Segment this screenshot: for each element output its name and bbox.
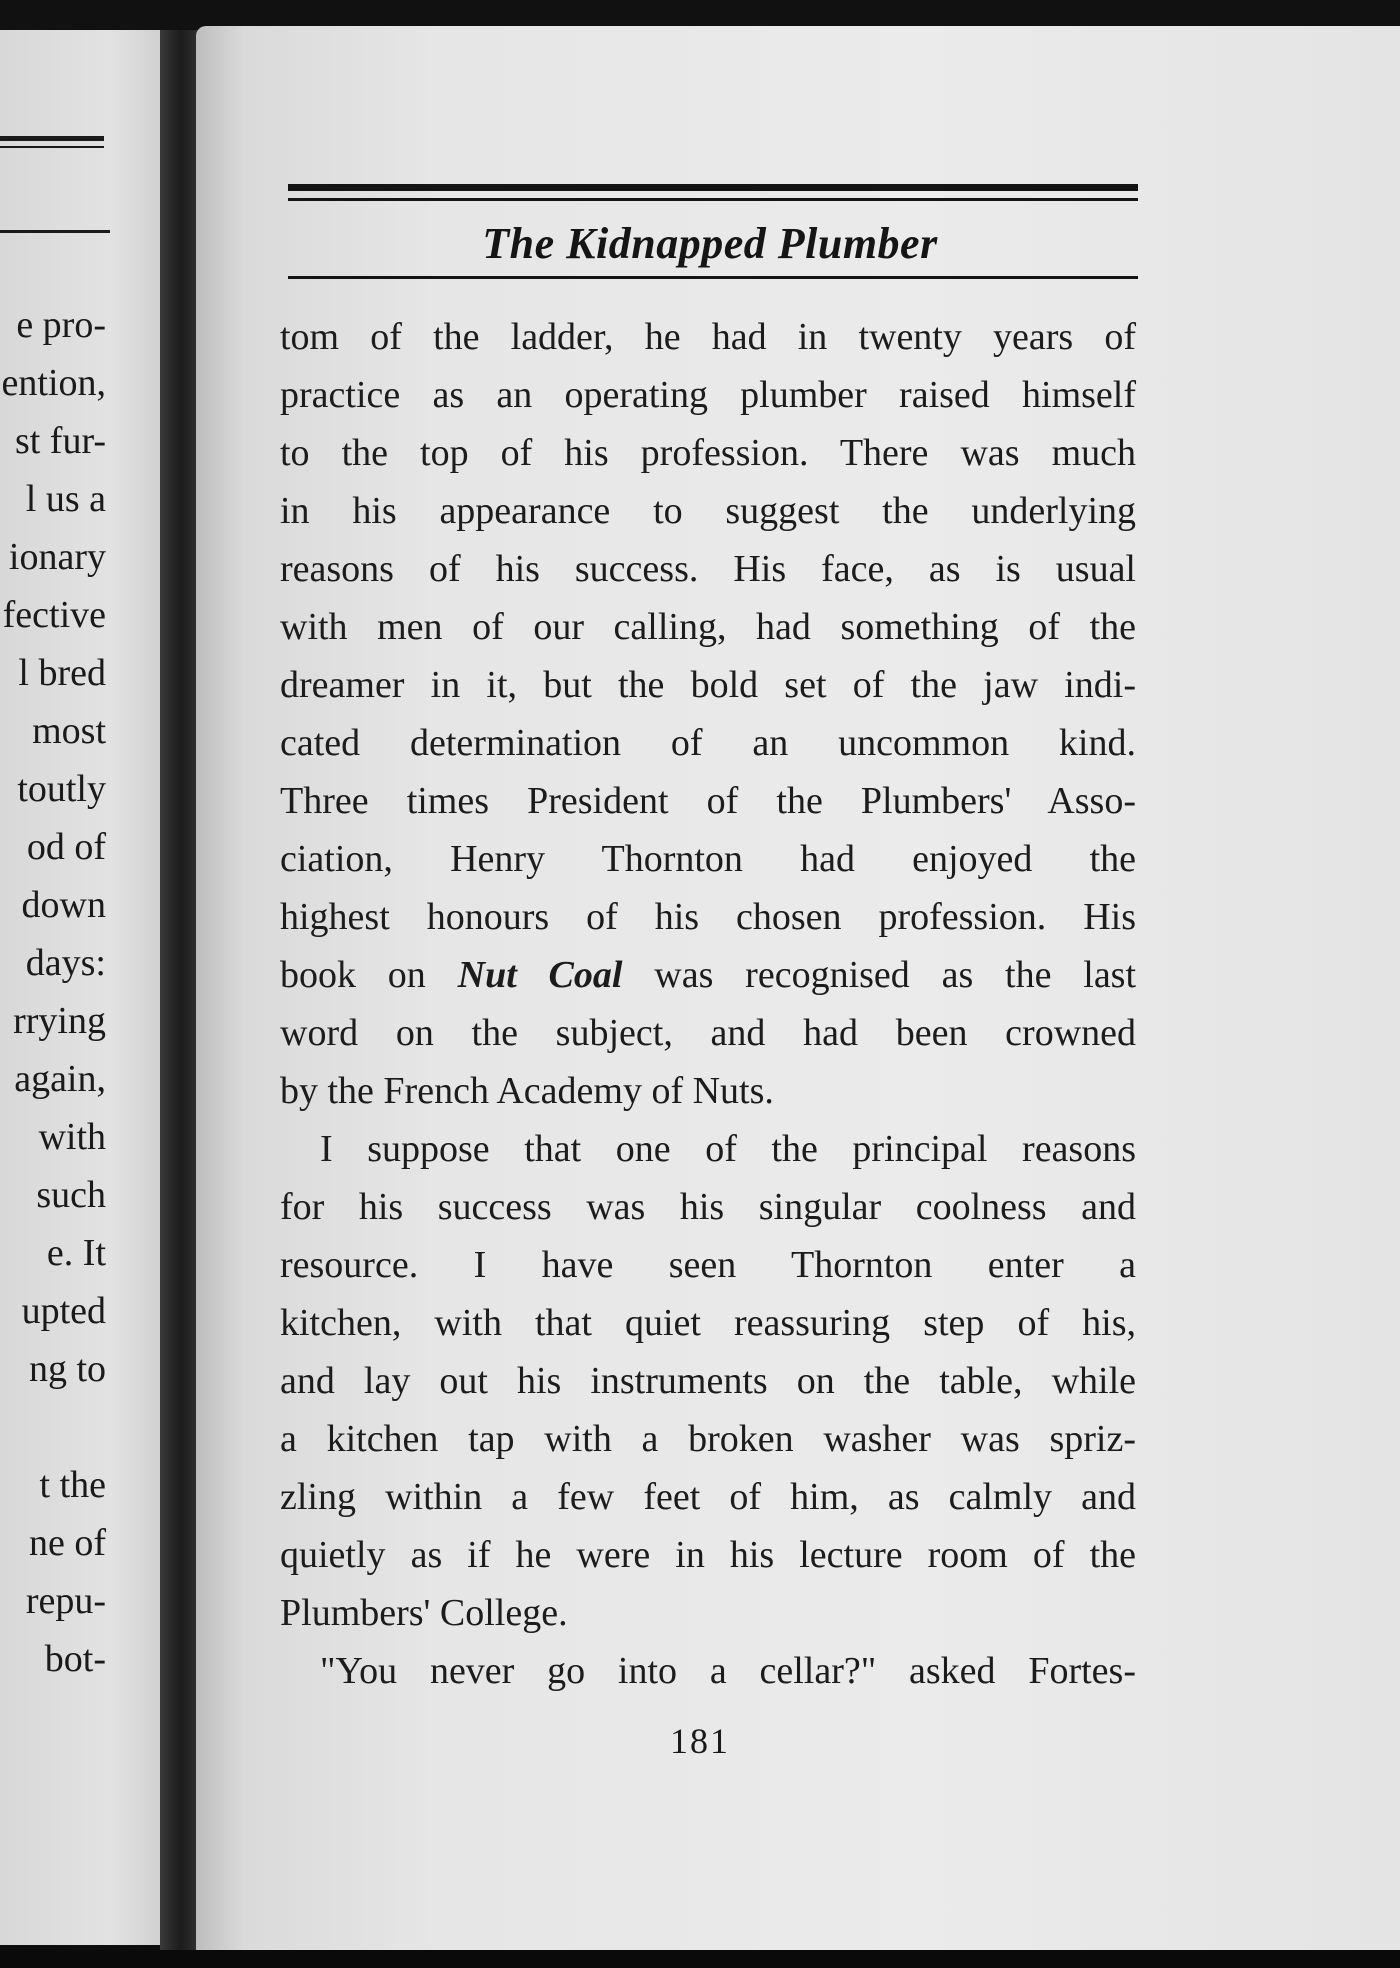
left-page-line-fragment: ionary bbox=[8, 536, 106, 578]
left-page-line-fragment: e. It bbox=[46, 1232, 106, 1274]
text-line: for his success was his singular coolness and bbox=[280, 1186, 1136, 1228]
left-page-line-fragment: e pro- bbox=[16, 304, 106, 346]
left-page-line-fragment: ne of bbox=[28, 1522, 106, 1564]
text-line: dreamer in it, but the bold set of the jaw indi- bbox=[280, 664, 1136, 706]
left-page-line-fragment: ention, bbox=[1, 362, 106, 404]
left-page-line-fragment: bot- bbox=[44, 1638, 106, 1680]
left-facing-page bbox=[0, 30, 186, 1945]
left-page-line-fragment: st fur- bbox=[14, 420, 106, 462]
text-line: word on the subject, and had been crowned bbox=[280, 1012, 1136, 1054]
left-page-line-fragment: l bred bbox=[18, 652, 106, 694]
left-page-line-fragment: od of bbox=[26, 826, 106, 868]
page-number: 181 bbox=[670, 1721, 730, 1761]
left-page-line-fragment: down bbox=[21, 884, 106, 926]
left-page-rule-under-head bbox=[0, 230, 110, 233]
left-page-line-fragment: with bbox=[38, 1116, 106, 1158]
text-line: in his appearance to suggest the underlying bbox=[280, 490, 1136, 532]
left-page-line-fragment: l us a bbox=[25, 478, 106, 520]
left-page-line-fragment: most bbox=[32, 710, 106, 752]
text-line: zling within a few feet of him, as calmly and bbox=[280, 1476, 1136, 1518]
left-page-line-fragment: toutly bbox=[17, 768, 106, 810]
left-page-line-fragment bbox=[2, 1398, 106, 1456]
scanner-edge-bottom bbox=[0, 1950, 1400, 1968]
text-line: cated determination of an uncommon kind. bbox=[280, 722, 1136, 764]
text-line: I suppose that one of the principal reasons bbox=[320, 1128, 1136, 1170]
left-page-line-fragment: ng to bbox=[28, 1348, 106, 1390]
running-head-title: The Kidnapped Plumber bbox=[482, 219, 938, 268]
text-line: kitchen, with that quiet reassuring step of his, bbox=[280, 1302, 1136, 1344]
text-line: highest honours of his chosen profession. His bbox=[280, 896, 1136, 938]
header-rule-bottom bbox=[288, 276, 1138, 279]
left-page-line-fragment: upted bbox=[21, 1290, 106, 1332]
left-page-text-column bbox=[2, 296, 106, 1688]
text-line: practice as an operating plumber raised himself bbox=[280, 374, 1136, 416]
text-line bbox=[280, 946, 1136, 1004]
text-line: to the top of his profession. There was much bbox=[280, 432, 1136, 474]
text-line: Three times President of the Plumbers' Asso- bbox=[280, 780, 1136, 822]
text-line: "You never go into a cellar?" asked Fortes- bbox=[320, 1650, 1136, 1692]
text-segment: was recognised as the last bbox=[654, 954, 1137, 996]
left-page-line-fragment: such bbox=[36, 1174, 106, 1216]
book-title-italic: Nut Coal bbox=[457, 954, 623, 996]
header-rule-thick bbox=[288, 184, 1138, 191]
text-line: reasons of his success. His face, as is usual bbox=[280, 548, 1136, 590]
body-text-column bbox=[280, 308, 1136, 1700]
header-rule-thin bbox=[288, 198, 1138, 201]
text-line: by the French Academy of Nuts. bbox=[280, 1070, 774, 1112]
text-line: quietly as if he were in his lecture room of the bbox=[280, 1534, 1136, 1576]
left-page-line-fragment: t the bbox=[39, 1464, 106, 1506]
text-line: resource. I have seen Thornton enter a bbox=[280, 1244, 1136, 1286]
text-line: a kitchen tap with a broken washer was spriz- bbox=[280, 1418, 1136, 1460]
left-page-line-fragment: days: bbox=[25, 942, 106, 984]
left-page-line-fragment: rrying bbox=[13, 1000, 106, 1042]
text-line: Plumbers' College. bbox=[280, 1592, 568, 1634]
left-page-rule-thin bbox=[0, 146, 104, 148]
text-line: with men of our calling, had something of the bbox=[280, 606, 1136, 648]
text-line: tom of the ladder, he had in twenty years of bbox=[280, 316, 1136, 358]
text-line: and lay out his instruments on the table, while bbox=[280, 1360, 1136, 1402]
left-page-line-fragment: again, bbox=[14, 1058, 106, 1100]
left-page-rule-top bbox=[0, 136, 104, 141]
left-page-line-fragment: fective bbox=[2, 594, 106, 636]
text-line: ciation, Henry Thornton had enjoyed the bbox=[280, 838, 1136, 880]
text-segment: book on bbox=[280, 954, 426, 996]
left-page-line-fragment: repu- bbox=[25, 1580, 106, 1622]
